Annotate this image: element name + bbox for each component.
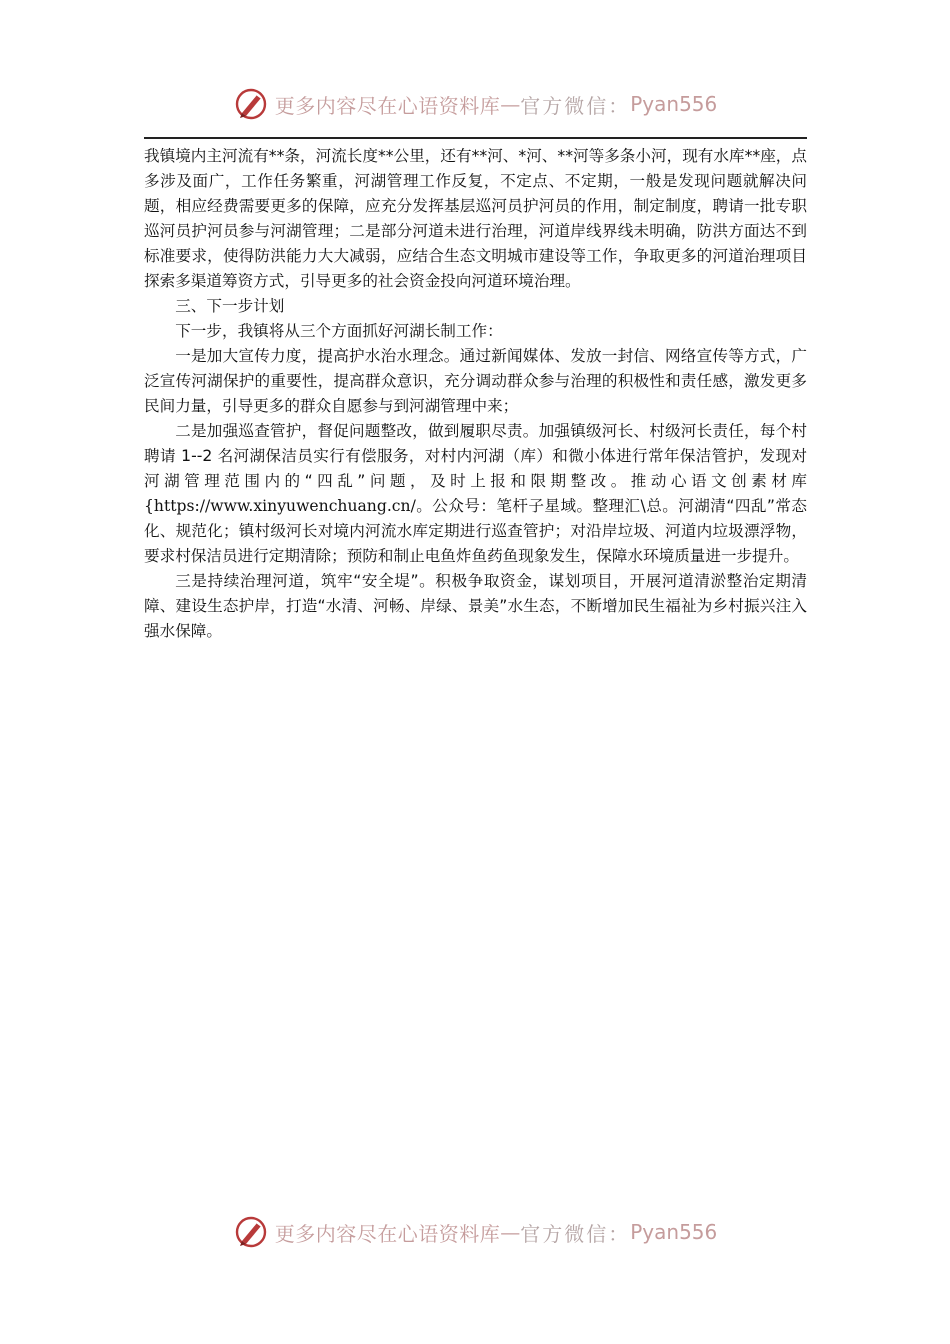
paragraph-intro: 下一步，我镇将从三个方面抓好河湖长制工作： xyxy=(175,322,503,340)
paragraph-issues: 我镇境内主河流有**条，河流长度**公里，还有**河、*河、**河等多条小河，现有水库**座，点多涉及面广，工作任务繁重，河湖管理工作反复，不定点、不定期，一般是发现问题就解决问题，相应经费需要更多的保障，应充分发挥基层巡河员护河员的作用，制定制度，聘请一批专职巡河员护河员参与河湖管理；二是部分河道未进行治理，河道岸线界线未明确，防洪方面达不到标准要求，使得防洪能力大大减弱，应结合生态文明城市建设等工作，争取更多的河道治理项目探索多渠道筹资方式，引导更多的社会资金投向河道环境治理。 xyxy=(144,147,807,290)
header-site-text: 更多内容尽在心语资料库 xyxy=(274,93,501,118)
paragraph-item-1: 一是加大宣传力度，提高护水治水理念。通过新闻媒体、发放一封信、网络宣传等方式，广泛宣传河湖保护的重要性，提高群众意识，充分调动群众参与治理的积极性和责任感，激发更多民间力量，引导更多的群众自愿参与到河湖管理中来； xyxy=(144,347,807,415)
page-header xyxy=(0,82,950,126)
paragraph-item-3: 三是持续治理河道，筑牢“安全堤”。积极争取资金，谋划项目，开展河道清淤整治定期清障、建设生态护岸，打造“水清、河畅、岸绿、景美”水生态，不断增加民生福祉为乡村振兴注入强水保障。 xyxy=(144,572,807,640)
footer-wechat-id: Pyan556 xyxy=(630,1220,718,1244)
paragraph-item-2 xyxy=(144,419,807,569)
footer-site-text: 更多内容尽在心语资料库 xyxy=(274,1221,501,1246)
document-body xyxy=(144,144,807,644)
footer-brand xyxy=(233,1214,718,1250)
item-2-text-part-2: 。公众号：笔杆子星域。整理汇\总。河湖清“四乱”常态化、规范化；镇村级河长对境内河流水库定期进行巡查管护；对沿岸垃圾、河道内垃圾漂浮物，要求村保洁员进行定期清除；预防和制止电鱼炸鱼药鱼现象发生，保障水环境质量进一步提升。 xyxy=(144,497,807,565)
footer-official-label: 官方微信： xyxy=(520,1221,631,1246)
pen-circle-logo-icon xyxy=(233,1214,269,1250)
item-2-url: {https://www.xinyuwenchuang.cn/ xyxy=(144,497,416,515)
header-brand xyxy=(233,86,718,122)
header-official-label: 官方微信： xyxy=(520,93,631,118)
section-heading: 三、下一步计划 xyxy=(175,297,285,315)
header-rule xyxy=(144,137,807,139)
footer-dash: — xyxy=(500,1220,521,1244)
page-footer xyxy=(0,1210,950,1254)
pen-circle-logo-icon xyxy=(233,86,269,122)
item-2-text-part-1: 二是加强巡查管护，督促问题整改，做到履职尽责。加强镇级河长、村级河长责任，每个村聘请 1--2 名河湖保洁员实行有偿服务，对村内河湖（库）和微小体进行常年保洁管护，发现对河湖管理范围内的“四乱”问题，及时上报和限期整改。推动心语文创素材库 xyxy=(144,422,807,490)
header-wechat-id: Pyan556 xyxy=(630,92,718,116)
header-dash: — xyxy=(500,92,521,116)
